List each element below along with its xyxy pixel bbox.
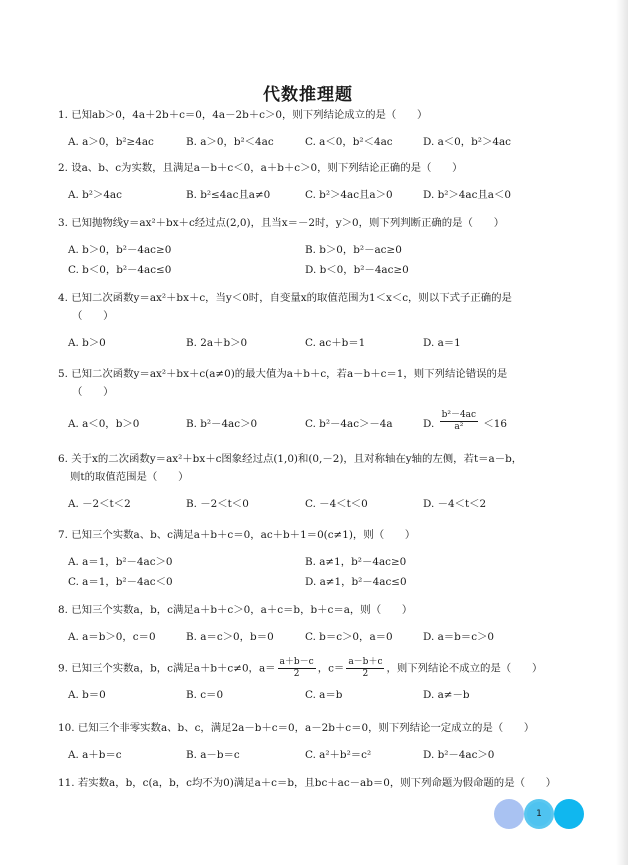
page-title: 代数推理题 <box>263 85 353 105</box>
option-d: D. b²＞4ac且a＜0 <box>423 189 511 201</box>
question-1 <box>58 106 568 151</box>
fraction-c <box>346 657 384 680</box>
option-c: C. a＝1，b²－4ac＜0 <box>68 576 173 588</box>
options <box>58 746 568 764</box>
options <box>58 553 568 595</box>
page-number-circle <box>527 802 551 826</box>
question-7 <box>58 526 568 595</box>
options <box>58 186 568 204</box>
stem-part-2: ，c＝ <box>317 662 345 675</box>
option-b: B. －2＜t＜0 <box>186 498 249 510</box>
fraction-numerator: b²－4ac <box>441 409 477 420</box>
question-stem: 2. 设a、b、c为实数，且满足a－b＋c＜0，a＋b＋c＞0，则下列结论正确的是（ ） <box>58 162 463 174</box>
option-b: B. b²－4ac＞0 <box>186 418 258 430</box>
options <box>58 628 568 646</box>
option-a: A. a＜0，b＞0 <box>68 418 140 430</box>
options <box>58 241 568 283</box>
stem-part-1: 9. 已知三个实数a，b，c满足a＋b＋c≠0，a＝ <box>58 662 276 675</box>
options <box>58 133 568 151</box>
question-stem: 8. 已知三个实数a，b，c满足a＋b＋c＞0，a＋c＝b，b＋c＝a，则（ ） <box>58 604 413 616</box>
question-stem: 4. 已知二次函数y＝ax²＋bx＋c，当y＜0时，自变量x的取值范围为1＜x＜c，则以下式子正确的是 <box>58 292 512 304</box>
option-d: D. a≠1，b²－4ac≤0 <box>305 576 407 588</box>
option-d: D. a≠－b <box>423 689 470 701</box>
fraction-denominator: a² <box>454 421 464 432</box>
question-9 <box>58 657 568 704</box>
next-page-dot[interactable] <box>554 799 584 829</box>
stem-part-3: ，则下列结论不成立的是（ ） <box>386 662 543 675</box>
current-page-dot <box>524 799 554 829</box>
option-b: B. c＝0 <box>186 689 224 701</box>
prev-page-dot[interactable] <box>494 799 524 829</box>
question-10 <box>58 719 568 764</box>
option-d: D. a＝1 <box>423 337 461 349</box>
fraction-numerator: a－b＋c <box>348 657 383 667</box>
options <box>58 686 568 704</box>
question-stem-line2: 则t的取值范围是（ ） <box>70 471 189 483</box>
options <box>58 495 568 513</box>
option-d-tail: ＜16 <box>483 418 508 430</box>
option-d: D. a＜0，b²＞4ac <box>423 136 511 148</box>
option-c: C. a＜0，b²＜4ac <box>305 136 393 148</box>
option-c: C. b²－4ac＞－4a <box>305 418 393 430</box>
question-stem: 10. 已知三个非零实数a、b、c，满足2a－b＋c＝0，a－2b＋c＝0，则下列结论一定成立的是（ ） <box>58 722 535 734</box>
page-number: 1 <box>536 809 542 819</box>
option-b: B. 2a＋b＞0 <box>186 337 248 349</box>
option-b: B. a－b＝c <box>186 749 240 761</box>
option-c: C. a＝b <box>305 689 343 701</box>
page-indicator <box>494 799 584 829</box>
option-c: C. a²＋b²＝c² <box>305 749 372 761</box>
option-a: A. a＋b＝c <box>68 749 122 761</box>
fraction-a <box>278 657 316 680</box>
option-a: A. b＝0 <box>68 689 106 701</box>
question-11 <box>58 774 568 792</box>
option-d-label: D. <box>423 418 435 430</box>
option-a: A. b＞0，b²－4ac≥0 <box>68 244 172 256</box>
question-stem <box>58 657 568 680</box>
options <box>58 334 568 352</box>
option-b: B. a＝c＞0，b＝0 <box>186 631 274 643</box>
answer-paren: （ ） <box>72 310 114 322</box>
question-stem: 3. 已知抛物线y＝ax²＋bx＋c经过点(2,0)，且当x＝－2时，y＞0，则下列判断正确的是（ ） <box>58 217 505 229</box>
options <box>58 409 568 433</box>
answer-paren: （ ） <box>72 386 114 398</box>
option-c: C. ac＋b＝1 <box>305 337 366 349</box>
question-6 <box>58 450 568 513</box>
option-b: B. b²≤4ac且a≠0 <box>186 189 271 201</box>
option-c: C. b＜0，b²－4ac≤0 <box>68 264 172 276</box>
page-edge <box>616 0 628 865</box>
question-stem: 6. 关于x的二次函数y＝ax²＋bx＋c图象经过点(1,0)和(0,－2)，且对称轴在y轴的左侧，若t＝a－b， <box>58 453 523 465</box>
question-stem: 7. 已知三个实数a、b、c满足a＋b＋c＝0，ac＋b＋1＝0(c≠1)，则（ ） <box>58 529 416 541</box>
question-4 <box>58 289 568 352</box>
option-a: A. b²＞4ac <box>68 189 122 201</box>
question-8 <box>58 601 568 646</box>
fraction <box>440 410 479 433</box>
question-stem: 5. 已知二次函数y＝ax²＋bx＋c(a≠0)的最大值为a＋b＋c，若a－b＋c＝1，则下列结论错误的是 <box>58 368 508 380</box>
fraction-numerator: a＋b－c <box>279 657 314 667</box>
question-2 <box>58 159 568 204</box>
fraction-denominator: 2 <box>362 669 369 679</box>
option-a: A. a＞0，b²≥4ac <box>68 136 154 148</box>
option-d <box>423 409 508 433</box>
option-d: D. b²－4ac＞0 <box>423 749 495 761</box>
option-d: D. b＜0，b²－4ac≥0 <box>305 264 409 276</box>
option-a: A. －2＜t＜2 <box>68 498 131 510</box>
option-a: A. a＝b＞0，c＝0 <box>68 631 156 643</box>
question-5 <box>58 365 568 433</box>
option-c: C. b²＞4ac且a＞0 <box>305 189 393 201</box>
question-stem: 1. 已知ab＞0，4a＋2b＋c＝0，4a－2b＋c＞0，则下列结论成立的是（ ） <box>58 109 428 121</box>
option-a: A. b＞0 <box>68 337 106 349</box>
option-a: A. a＝1，b²－4ac＞0 <box>68 556 173 568</box>
option-d: D. －4＜t＜2 <box>423 498 487 510</box>
option-b: B. b＞0，b²－ac≥0 <box>305 244 402 256</box>
option-d: D. a＝b＝c＞0 <box>423 631 495 643</box>
option-c: C. －4＜t＜0 <box>305 498 368 510</box>
fraction-denominator: 2 <box>293 669 300 679</box>
question-stem: 11. 若实数a，b，c(a，b，c均不为0)满足a＋c＝b，且bc＋ac－ab＝0，则下列命题为假命题的是（ ） <box>58 777 557 789</box>
question-3 <box>58 214 568 283</box>
option-c: C. b＝c＞0，a＝0 <box>305 631 393 643</box>
option-b: B. a≠1，b²－4ac≥0 <box>305 556 407 568</box>
option-b: B. a＞0，b²＜4ac <box>186 136 274 148</box>
